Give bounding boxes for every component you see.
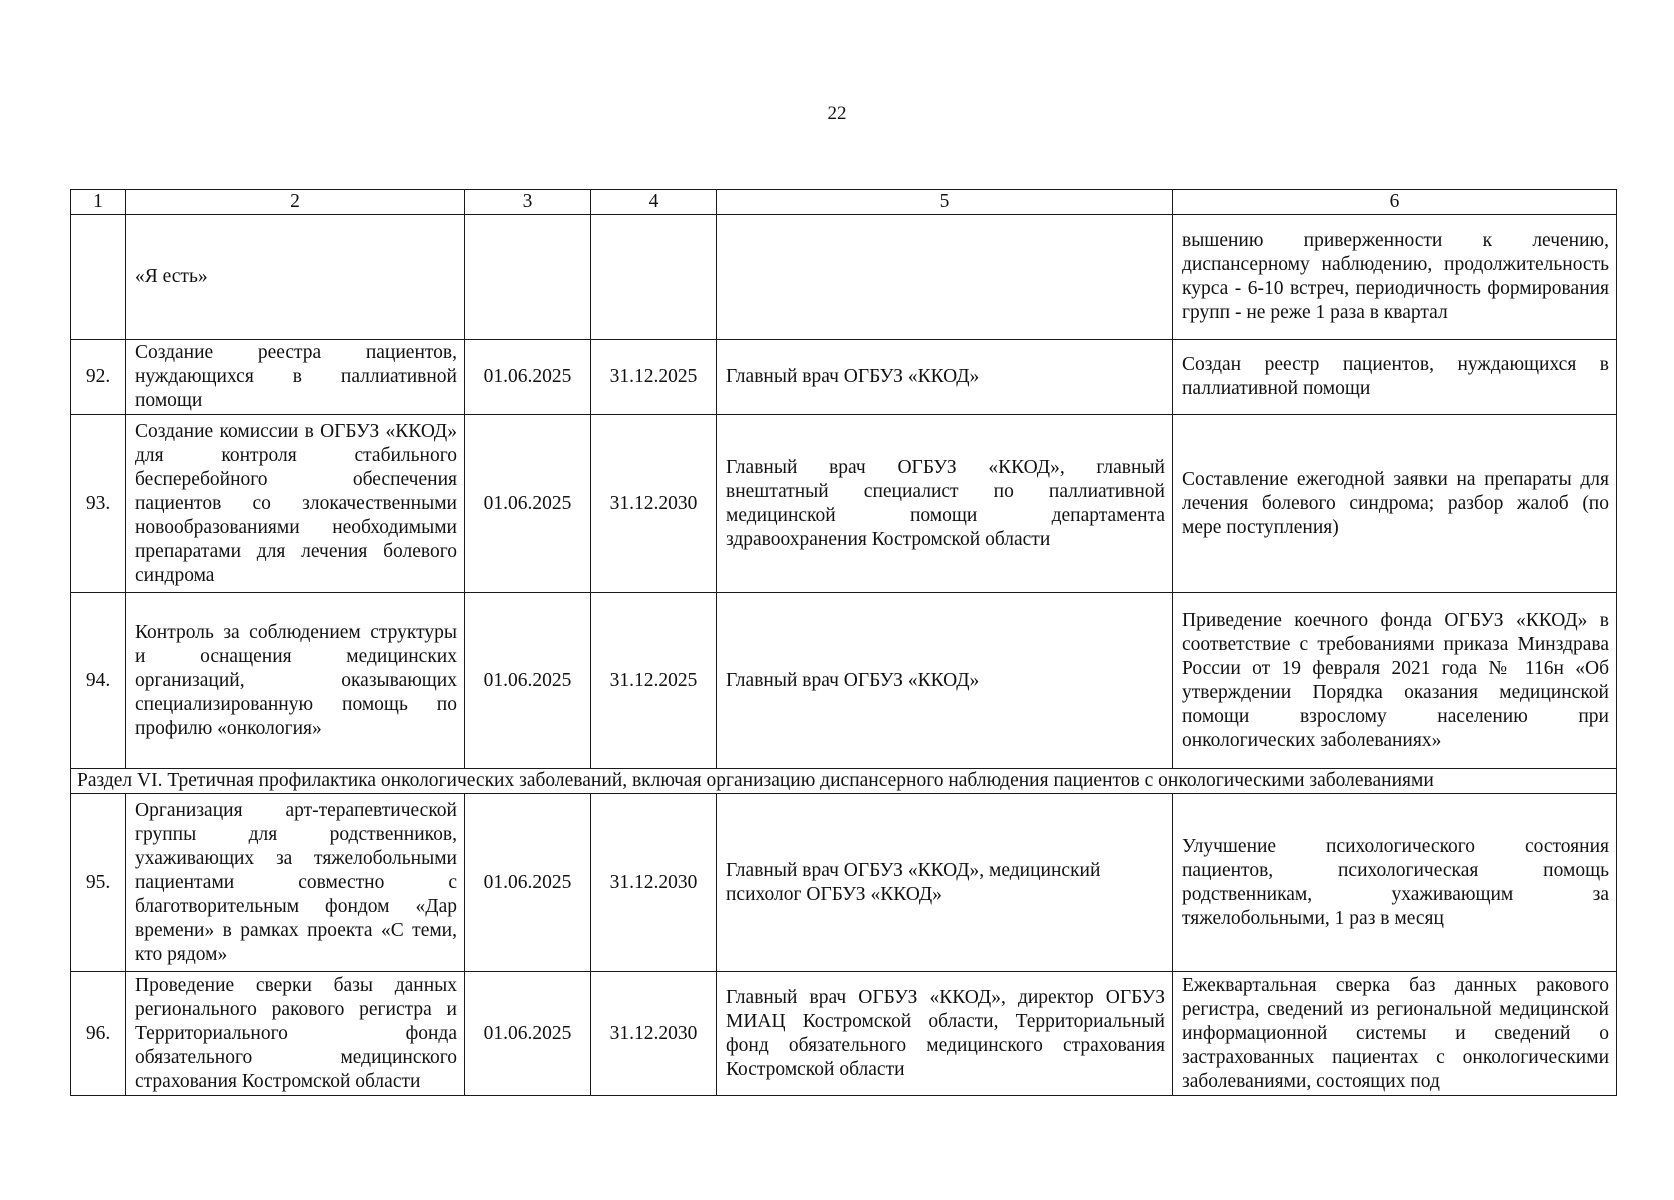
start-date-cell: 01.06.2025 <box>465 794 591 972</box>
row-number <box>71 215 126 340</box>
action-plan-table <box>70 189 1617 1096</box>
column-header: 3 <box>465 190 591 215</box>
table-row <box>71 340 1617 415</box>
start-date-cell: 01.06.2025 <box>465 340 591 415</box>
result-cell: Приведение коечного фонда ОГБУЗ «ККОД» в соответствие с требованиями приказа Минздрава России от 19 февраля 2021 года № 116н «Об утверждении Порядка оказания медицинской помощи взрослому населению при онкологических заболеваниях» <box>1173 593 1617 769</box>
table-row <box>71 215 1617 340</box>
result-cell: вышению приверженности к лечению, диспансерному наблюдению, продолжительность курса - 6-10 встреч, периодичность формирования групп - не реже 1 раза в квартал <box>1173 215 1617 340</box>
result-cell: Ежеквартальная сверка баз данных ракового регистра, сведений из региональной медицинской информационной системы и сведений о застрахованных пациентах с онкологическими заболеваниями, состоящих под <box>1173 972 1617 1096</box>
event-cell: Организация арт-терапевтической группы для родственников, ухаживающих за тяжелобольными пациентами совместно с благотворительным фондом «Дар времени» в рамках проекта «С теми, кто рядом» <box>126 794 465 972</box>
start-date-cell: 01.06.2025 <box>465 593 591 769</box>
table-row <box>71 415 1617 593</box>
row-number: 96. <box>71 972 126 1096</box>
table-row <box>71 794 1617 972</box>
end-date-cell: 31.12.2025 <box>591 593 717 769</box>
event-cell: Контроль за соблюдением структуры и оснащения медицинских организаций, оказывающих специализированную помощь по профилю «онкология» <box>126 593 465 769</box>
section-title: Раздел VI. Третичная профилактика онкологических заболеваний, включая организацию диспансерного наблюдения пациентов с онкологическими заболеваниями <box>71 769 1617 794</box>
end-date-cell <box>591 215 717 340</box>
end-date-cell: 31.12.2025 <box>591 340 717 415</box>
event-cell: «Я есть» <box>126 215 465 340</box>
responsible-cell: Главный врач ОГБУЗ «ККОД», медицинский психолог ОГБУЗ «ККОД» <box>717 794 1173 972</box>
row-number: 92. <box>71 340 126 415</box>
start-date-cell <box>465 215 591 340</box>
responsible-cell: Главный врач ОГБУЗ «ККОД» <box>717 593 1173 769</box>
table-row <box>71 972 1617 1096</box>
row-number: 95. <box>71 794 126 972</box>
end-date-cell: 31.12.2030 <box>591 972 717 1096</box>
result-cell: Составление ежегодной заявки на препараты для лечения болевого синдрома; разбор жалоб (по мере поступления) <box>1173 415 1617 593</box>
table-row <box>71 593 1617 769</box>
responsible-cell: Главный врач ОГБУЗ «ККОД», директор ОГБУЗ МИАЦ Костромской области, Территориальный фонд обязательного медицинского страхования Костромской области <box>717 972 1173 1096</box>
end-date-cell: 31.12.2030 <box>591 415 717 593</box>
end-date-cell: 31.12.2030 <box>591 794 717 972</box>
responsible-cell <box>717 215 1173 340</box>
event-cell: Создание комиссии в ОГБУЗ «ККОД» для контроля стабильного бесперебойного обеспечения пациентов со злокачественными новообразованиями необходимыми препаратами для лечения болевого синдрома <box>126 415 465 593</box>
start-date-cell: 01.06.2025 <box>465 972 591 1096</box>
column-header: 4 <box>591 190 717 215</box>
event-cell: Проведение сверки базы данных регионального ракового регистра и Территориального фонда обязательного медицинского страхования Костромской области <box>126 972 465 1096</box>
column-header: 5 <box>717 190 1173 215</box>
section-row <box>71 769 1617 794</box>
result-cell: Создан реестр пациентов, нуждающихся в паллиативной помощи <box>1173 340 1617 415</box>
row-number: 94. <box>71 593 126 769</box>
column-header: 2 <box>126 190 465 215</box>
column-header: 6 <box>1173 190 1617 215</box>
column-header: 1 <box>71 190 126 215</box>
responsible-cell: Главный врач ОГБУЗ «ККОД» <box>717 340 1173 415</box>
event-cell: Создание реестра пациентов, нуждающихся в паллиативной помощи <box>126 340 465 415</box>
page-number: 22 <box>827 103 847 124</box>
result-cell: Улучшение психологического состояния пациентов, психологическая помощь родственникам, ухаживающим за тяжелобольными, 1 раз в месяц <box>1173 794 1617 972</box>
row-number: 93. <box>71 415 126 593</box>
responsible-cell: Главный врач ОГБУЗ «ККОД», главный внештатный специалист по паллиативной медицинской помощи департамента здравоохранения Костромской области <box>717 415 1173 593</box>
start-date-cell: 01.06.2025 <box>465 415 591 593</box>
table-header-row <box>71 190 1617 215</box>
